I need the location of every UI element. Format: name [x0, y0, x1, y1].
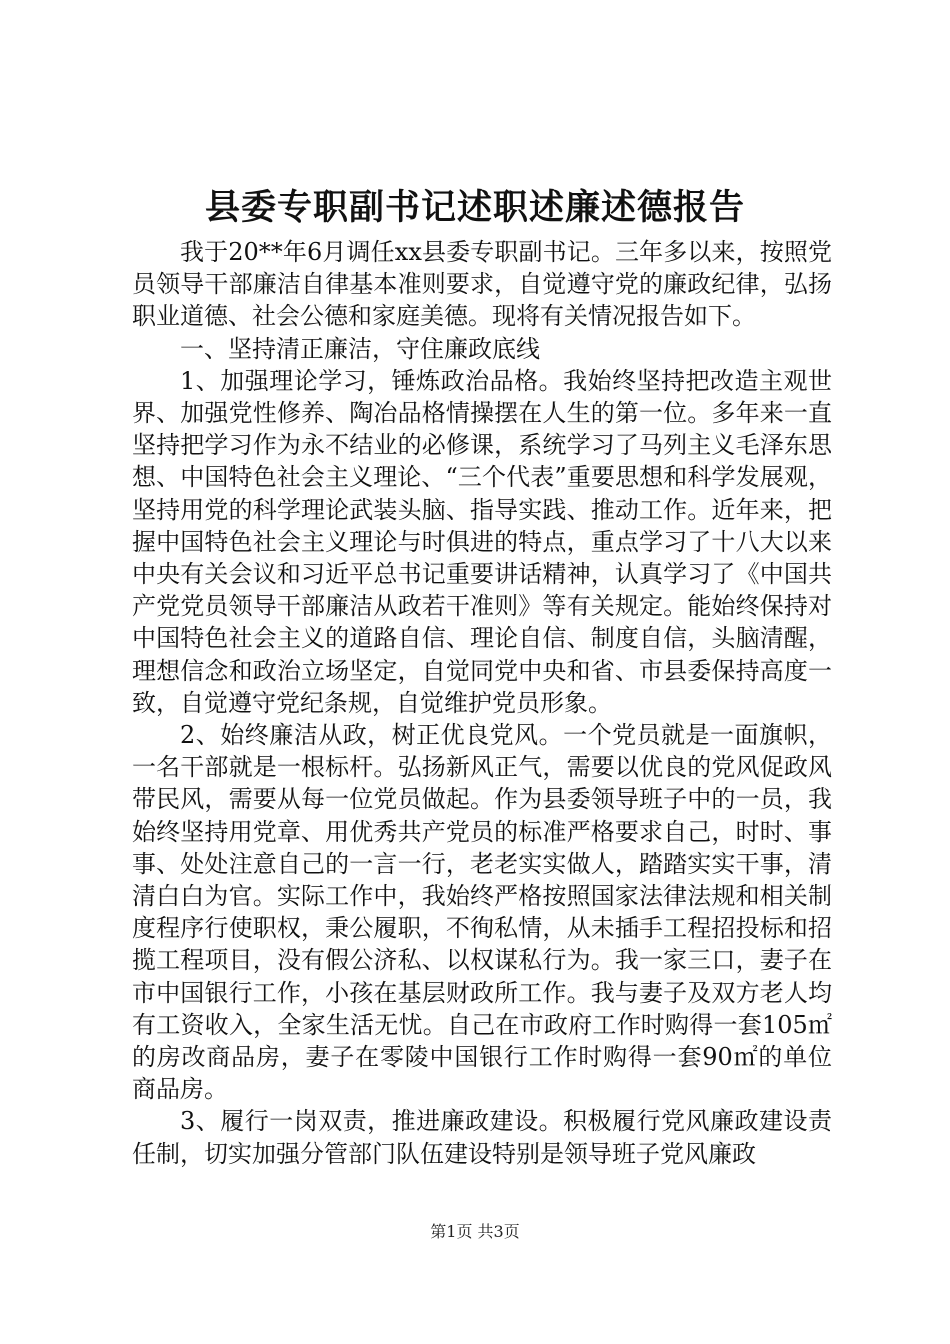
- page-footer: [0, 1222, 950, 1242]
- paragraph-item-1: 1、加强理论学习，锤炼政治品格。我始终坚持把改造主观世界、加强党性修养、陶冶品格情操摆在人生的第一位。多年来一直坚持把学习作为永不结业的必修课，系统学习了马列主义毛泽东思想、中国特色社会主义理论、“三个代表”重要思想和科学发展观，坚持用党的科学理论武装头脑、指导实践、推动工作。近年来，把握中国特色社会主义理论与时俱进的特点，重点学习了十八大以来中央有关会议和习近平总书记重要讲话精神，认真学习了《中国共产党党员领导干部廉洁从政若干准则》等有关规定。能始终保持对中国特色社会主义的道路自信、理论自信、制度自信，头脑清醒，理想信念和政治立场坚定，自觉同党中央和省、市县委保持高度一致，自觉遵守党纪条规，自觉维护党员形象。: [132, 366, 832, 717]
- paragraph-intro: 我于20**年6月调任xx县委专职副书记。三年多以来，按照党员领导干部廉洁自律基本准则要求，自觉遵守党的廉政纪律，弘扬职业道德、社会公德和家庭美德。现将有关情况报告如下。: [132, 238, 832, 331]
- page-indicator: 第1页 共3页: [430, 1222, 520, 1241]
- document-title: 县委专职副书记述职述廉述德报告: [204, 187, 745, 228]
- paragraph-item-3: 3、履行一岗双责，推进廉政建设。积极履行党风廉政建设责任制，切实加强分管部门队伍建设特别是领导班子党风廉政: [132, 1107, 832, 1168]
- section-heading-1: 一、坚持清正廉洁，守住廉政底线: [180, 334, 540, 363]
- document-body: [132, 236, 832, 1170]
- paragraph-item-2: 2、始终廉洁从政，树正优良党风。一个党员就是一面旗帜，一名干部就是一根标杆。弘扬新风正气，需要以优良的党风促政风带民风，需要从每一位党员做起。作为县委领导班子中的一员，我始终坚持用党章、用优秀共产党员的标准严格要求自己，时时、事事、处处注意自己的一言一行，老老实实做人，踏踏实实干事，清清白白为官。实际工作中，我始终严格按照国家法律法规和相关制度程序行使职权，秉公履职，不徇私情，从未插手工程招投标和招揽工程项目，没有假公济私、以权谋私行为。我一家三口，妻子在市中国银行工作，小孩在基层财政所工作。我与妻子及双方老人均有工资收入，全家生活无忧。自己在市政府工作时购得一套105㎡的房改商品房，妻子在零陵中国银行工作时购得一套90㎡的单位商品房。: [132, 721, 832, 1104]
